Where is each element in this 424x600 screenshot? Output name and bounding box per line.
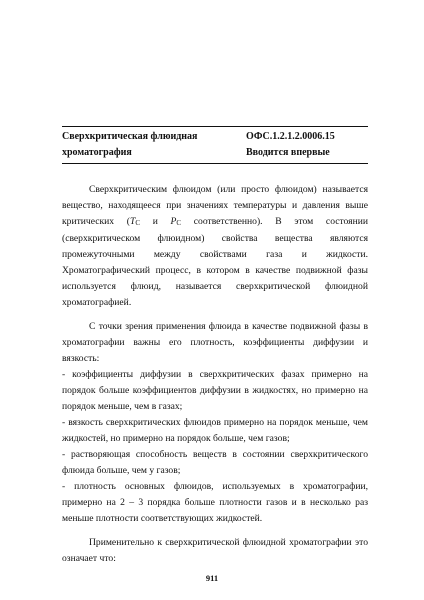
paragraph-properties-intro: С точки зрения применения флюида в качестве подвижной фазы в хроматографии важны его плотность, коэффициенты диффузии и вязкость: [62,321,368,364]
monograph-code: ОФС.1.2.1.2.0006.15 [246,131,335,142]
monograph-code-block [246,129,368,160]
paragraph-definition-text-1: Сверхкритическим флюидом (или просто флюидом) называется вещество, находящееся при значениях температуры и давления выше критических ( [62,184,368,227]
document-header [62,126,368,164]
paragraph-definition [62,182,368,311]
paragraph-definition-text-2: соответственно). В этом состоянии (сверхкритическом флюидном) свойства вещества являются промежуточными между свойствами газа и жидкости. Хроматографический процесс, в котором в качестве подвижной фазы используется флюид, называется сверхкритической флюидной хроматографией. [62,216,368,308]
paragraph-application: Применительно к сверхкритической флюидной хроматографии это означает что: [62,537,368,564]
list-item-solvating-power: - растворяющая способность веществ в состоянии сверхкритического флюида больше, чем у газов; [62,449,368,476]
critical-pressure-symbol: P [170,216,177,227]
monograph-title [62,129,212,160]
list-item-density: - плотность основных флюидов, используемых в хроматографии, примерно на 2 – 3 порядка больше плотности газов и в несколько раз меньше плотности соответствующих жидкостей. [62,481,368,524]
monograph-title-line-1: Сверхкритическая флюидная [62,131,198,142]
header-top-rule [62,126,368,127]
monograph-title-line-2: хроматография [62,146,132,158]
critical-temperature-subscript: C [135,219,140,227]
critical-pressure-subscript: C [176,219,182,227]
header-bottom-rule [62,163,368,164]
page-number: 911 [205,573,219,583]
critical-temperature-symbol: T [129,216,136,227]
document-body [62,182,368,567]
list-item-diffusion: - коэффициенты диффузии в сверхкритических фазах примерно на порядок больше коэффициентов диффузии в жидкостях, но примерно на порядок меньше, чем в газах; [62,369,368,412]
list-item-viscosity: - вязкость сверхкритических флюидов примерно на порядок меньше, чем жидкостей, но примерно на порядок больше, чем газов; [62,417,368,444]
monograph-status: Вводится впервые [246,146,330,158]
paragraph-definition-conjunction: и [140,216,171,227]
